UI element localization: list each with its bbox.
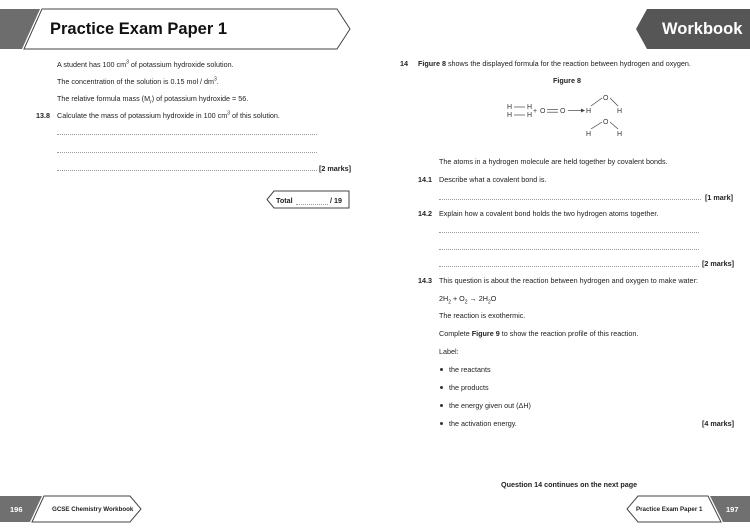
hydrogen-atom: H (586, 131, 592, 138)
page-title: Practice Exam Paper 1 (50, 20, 228, 38)
footer-book-title: GCSE Chemistry Workbook (52, 506, 134, 513)
hydrogen-atom: H (586, 108, 592, 115)
continues-note: Question 14 continues on the next page (501, 480, 638, 489)
oxygen-atom: O (540, 108, 546, 115)
oxygen-atom: O (603, 119, 609, 126)
total-score-field[interactable] (296, 204, 328, 205)
list-item: the products (449, 383, 489, 392)
page-number: 197 (726, 505, 739, 514)
answer-line[interactable] (439, 199, 701, 200)
hydrogen-atom: H (527, 104, 533, 111)
list-item: the activation energy. (449, 419, 517, 428)
oxygen-atom: O (560, 108, 566, 115)
list-item: the reactants (449, 365, 491, 374)
marks-label: [2 marks] (702, 259, 734, 268)
exothermic-statement: The reaction is exothermic. (439, 311, 526, 320)
question-number: 14 (400, 59, 408, 68)
figure-label: Figure 8 (553, 76, 581, 85)
question-number: 13.8 (36, 111, 50, 120)
page-number: 196 (10, 505, 23, 514)
question-text: Calculate the mass of potassium hydroxide in 100 $cm^3$ of this solution. (57, 110, 280, 120)
workbook-title: Workbook (662, 20, 743, 38)
info-line-1: A student has 100 $cm^3$ of potassium hydroxide solution. (57, 59, 234, 69)
info-line-3: The relative formula mass $(M_r)$ of potassium hydroxide = 56. (57, 94, 249, 106)
hydrogen-atom: H (617, 108, 623, 115)
question-intro: Figure 8 shows the displayed formula for the reaction between hydrogen and oxygen. (418, 59, 691, 68)
total-label: Total (276, 196, 293, 205)
answer-line[interactable] (57, 170, 317, 171)
question-number: 14.2 (418, 209, 432, 218)
bullet-icon (440, 404, 443, 407)
footer-paper-title: Practice Exam Paper 1 (636, 506, 703, 513)
instruction-text: Complete Figure 9 to show the reaction profile of this reaction. (439, 329, 639, 338)
plus-sign: + (533, 108, 538, 115)
answer-line[interactable] (57, 152, 317, 153)
question-text: Describe what a covalent bond is. (439, 175, 547, 184)
question-text: Explain how a covalent bond holds the two hydrogen atoms together. (439, 209, 659, 218)
bullet-icon (440, 368, 443, 371)
total-value: / 19 (330, 196, 342, 205)
bullet-icon (440, 386, 443, 389)
label-heading: Label: (439, 347, 459, 356)
displayed-formula-figure (500, 88, 640, 142)
info-line-2: The concentration of the solution is 0.15 mol / $dm^3$. (57, 76, 219, 86)
question-number: 14.1 (418, 175, 432, 184)
hydrogen-atom: H (507, 112, 513, 119)
marks-label: [4 marks] (702, 419, 734, 428)
marks-label: [1 mark] (705, 193, 733, 202)
answer-line[interactable] (57, 134, 317, 135)
chemical-equation: $2H_2 + O_2 \to 2H_2O$ (439, 294, 497, 306)
hydrogen-atom: H (617, 131, 623, 138)
answer-line[interactable] (439, 266, 699, 267)
marks-label: [2 marks] (319, 164, 351, 173)
question-text: This question is about the reaction between hydrogen and oxygen to make water: (439, 276, 698, 285)
list-item: the energy given out (ΔH) (449, 401, 531, 410)
bullet-icon (440, 422, 443, 425)
question-number: 14.3 (418, 276, 432, 285)
hydrogen-atom: H (507, 104, 513, 111)
atoms-statement: The atoms in a hydrogen molecule are held together by covalent bonds. (439, 157, 668, 166)
answer-line[interactable] (439, 249, 699, 250)
oxygen-atom: O (603, 95, 609, 102)
answer-line[interactable] (439, 232, 699, 233)
hydrogen-atom: H (527, 112, 533, 119)
